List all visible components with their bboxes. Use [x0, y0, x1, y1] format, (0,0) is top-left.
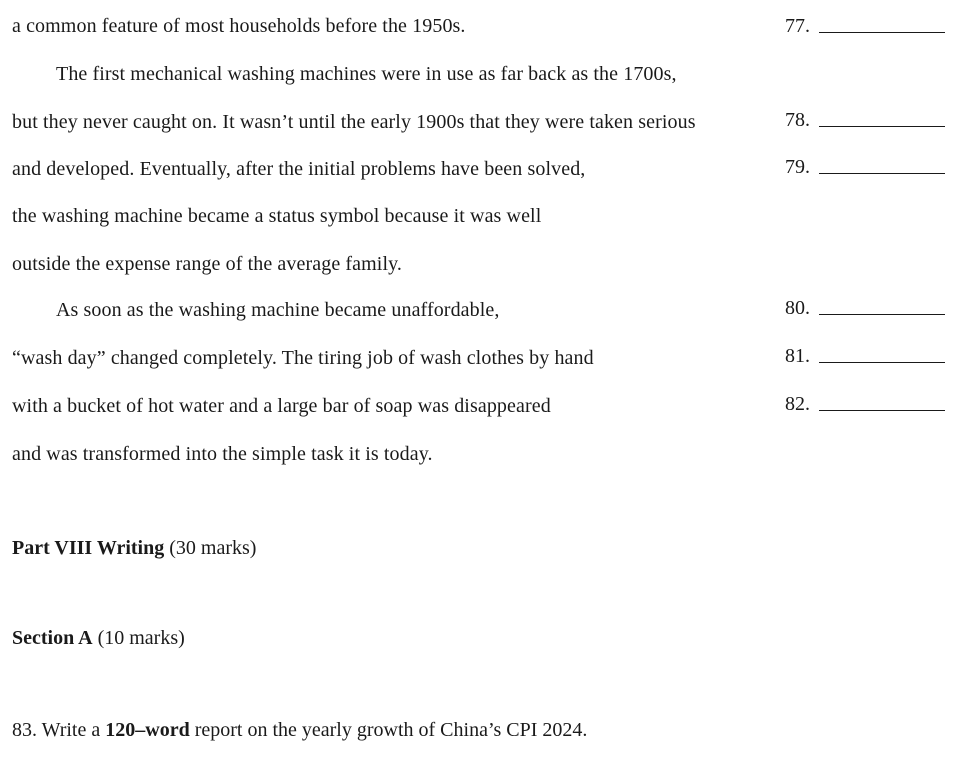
passage-line: the washing machine became a status symbol because it was well — [12, 205, 542, 227]
answer-number: 81. — [785, 345, 810, 367]
passage-line: but they never caught on. It wasn’t until the early 1900s that they were taken serious — [12, 111, 696, 133]
section-title: Section A — [12, 627, 93, 649]
task-prefix: 83. Write a — [12, 719, 106, 741]
task-suffix: report on the yearly growth of China’s CPI 2024. — [189, 719, 588, 741]
answer-blank[interactable] — [785, 392, 945, 416]
passage-line: a common feature of most households before the 1950s. — [12, 15, 466, 37]
answer-number: 82. — [785, 393, 810, 415]
answer-line — [819, 126, 945, 127]
answer-blank[interactable] — [785, 296, 945, 320]
passage-line: and was transformed into the simple task it is today. — [12, 443, 433, 465]
passage-line: and developed. Eventually, after the initial problems have been solved, — [12, 158, 586, 180]
passage-line: “wash day” changed completely. The tiring job of wash clothes by hand — [12, 347, 594, 369]
answer-number: 78. — [785, 109, 810, 131]
part-title: Part VIII Writing — [12, 537, 165, 559]
section-heading — [12, 626, 185, 650]
passage-line: As soon as the washing machine became unaffordable, — [56, 299, 500, 321]
part-marks: (30 marks) — [169, 537, 257, 559]
answer-blank[interactable] — [785, 155, 945, 179]
answer-line — [819, 173, 945, 174]
passage-line: The first mechanical washing machines were in use as far back as the 1700s, — [56, 63, 677, 85]
answer-number: 80. — [785, 297, 810, 319]
passage-line: outside the expense range of the average family. — [12, 253, 403, 275]
answer-line — [819, 314, 945, 315]
answer-blank[interactable] — [785, 108, 945, 132]
answer-blank[interactable] — [785, 344, 945, 368]
section-marks: (10 marks) — [97, 627, 185, 649]
answer-blank[interactable] — [785, 14, 945, 38]
task-word-count: 120–word — [105, 719, 190, 741]
passage-line: with a bucket of hot water and a large bar of soap was disappeared — [12, 395, 551, 417]
answer-line — [819, 32, 945, 33]
writing-task — [12, 718, 587, 742]
answer-number: 79. — [785, 156, 810, 178]
answer-line — [819, 410, 945, 411]
part-heading — [12, 536, 256, 560]
answer-line — [819, 362, 945, 363]
answer-number: 77. — [785, 15, 810, 37]
